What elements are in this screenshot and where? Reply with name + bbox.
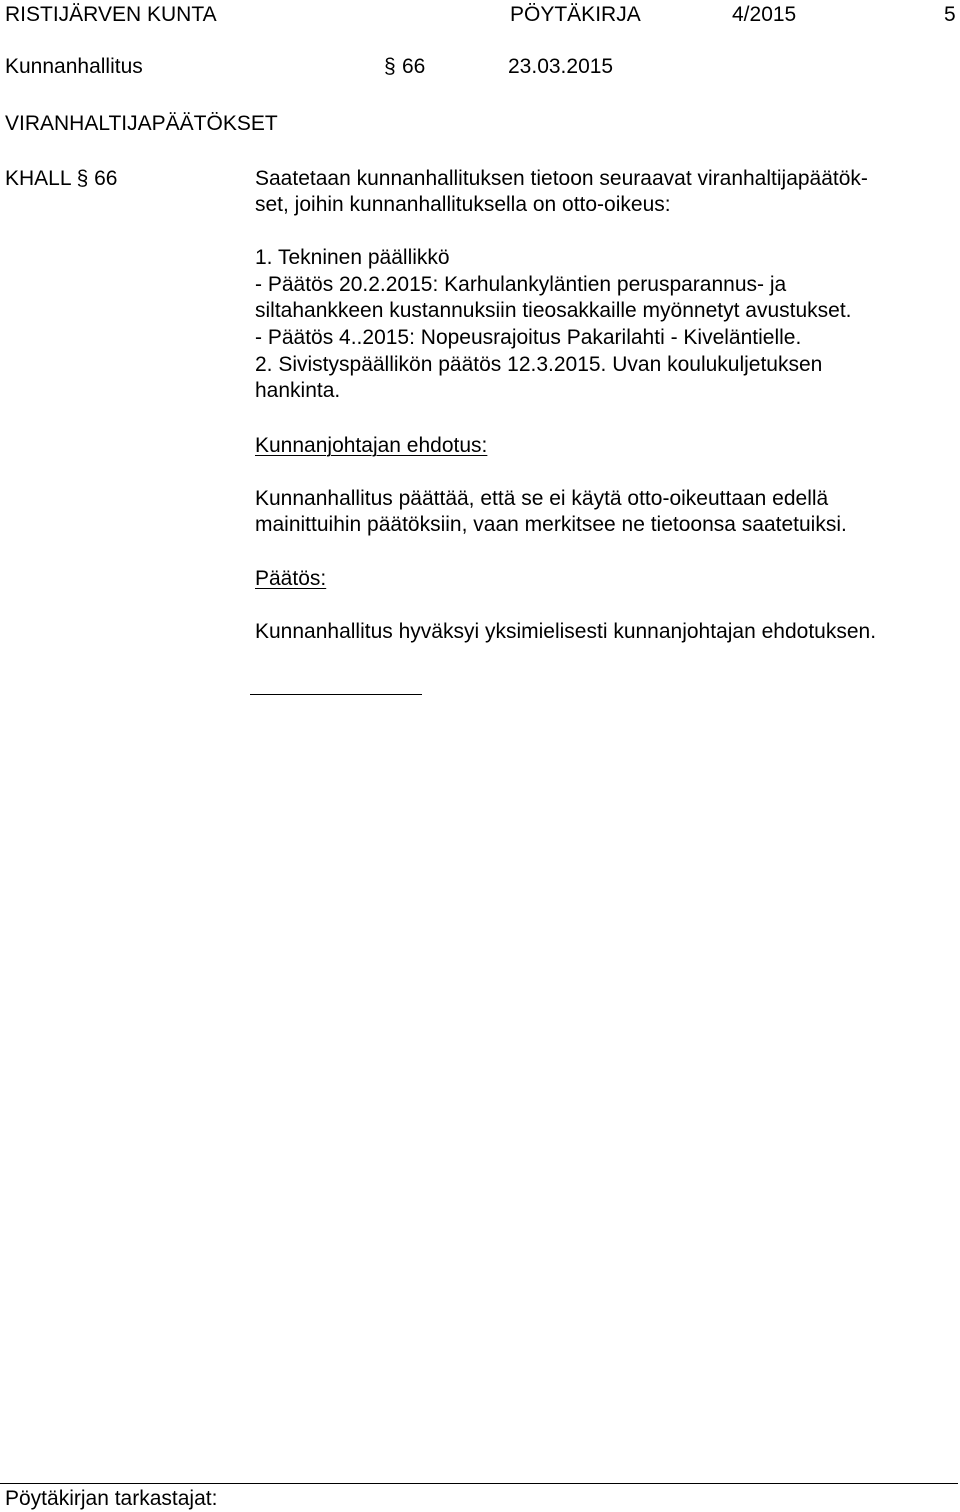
meeting-date: 23.03.2015 [508, 55, 614, 78]
footer-label: Pöytäkirjan tarkastajat: [5, 1487, 218, 1510]
list-item: - Päätös 20.2.2015: Karhulankyläntien perusparannus- ja [255, 273, 787, 296]
item-reference: KHALL § 66 [5, 167, 118, 190]
proposal-heading: Kunnanjohtajan ehdotus: [255, 434, 488, 457]
closing-rule [250, 694, 422, 695]
document-number: 4/2015 [732, 3, 797, 26]
list-item: 2. Sivistyspäällikön päätös 12.3.2015. Uvan koulukuljetuksen [255, 353, 823, 376]
section-sign: § [384, 55, 396, 78]
proposal-line-2: mainittuihin päätöksiin, vaan merkitsee ne tietoonsa saatetuiksi. [255, 513, 847, 536]
section-number: 66 [402, 55, 426, 78]
list-item: siltahankkeen kustannuksiin tieosakkaille myönnetyt avustukset. [255, 299, 852, 322]
municipality-name: RISTIJÄRVEN KUNTA [5, 3, 217, 26]
document-type: PÖYTÄKIRJA [510, 3, 641, 26]
footer-rule [0, 1483, 958, 1484]
list-item: 1. Tekninen päällikkö [255, 246, 450, 269]
proposal-line-1: Kunnanhallitus päättää, että se ei käytä otto-oikeuttaan edellä [255, 487, 829, 510]
list-item: hankinta. [255, 379, 341, 402]
meeting-body: Kunnanhallitus [5, 55, 143, 78]
decision-text: Kunnanhallitus hyväksyi yksimielisesti kunnanjohtajan ehdotuksen. [255, 620, 877, 643]
intro-line-2: set, joihin kunnanhallituksella on otto-oikeus: [255, 193, 671, 216]
decision-heading: Päätös: [255, 567, 327, 590]
page-number: 5 [944, 3, 956, 26]
intro-line-1: Saatetaan kunnanhallituksen tietoon seuraavat viranhaltijapäätök- [255, 167, 868, 190]
list-item: - Päätös 4..2015: Nopeusrajoitus Pakarilahti - Kiveläntielle. [255, 326, 802, 349]
item-title: VIRANHALTIJAPÄÄTÖKSET [5, 112, 278, 135]
